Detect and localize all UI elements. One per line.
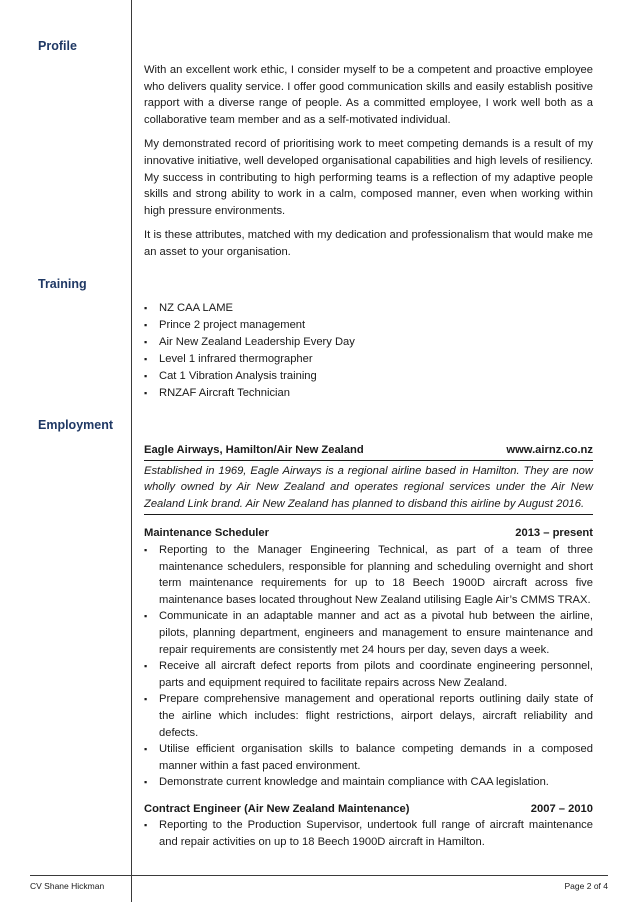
employer-description: Established in 1969, Eagle Airways is a regional airline based in Hamilton. They are now wholly owned by Air New Zealand and operates regional services under the Air New Zealand Link brand. Air New Zealand has planned to disband this airline by August 2016. — [144, 463, 593, 516]
employment-heading: Employment — [38, 418, 114, 432]
training-heading: Training — [38, 277, 87, 291]
job-duty: ▪ Demonstrate current knowledge and maintain compliance with CAA legislation. — [144, 774, 593, 791]
job-duties-list — [144, 542, 593, 791]
footer-name: CV Shane Hickman — [30, 881, 105, 891]
profile-paragraph: With an excellent work ethic, I consider myself to be a competent and proactive employee who delivers quality service. I offer good communication skills and easily establish positive rapport with a diverse range of people. As a committed employee, I work well both as a collaborative team member and as a self-motivated individual. — [144, 64, 593, 126]
training-list — [144, 300, 593, 402]
training-item: ▪ NZ CAA LAME — [144, 300, 593, 317]
job-duty: ▪ Receive all aircraft defect reports from pilots and coordinate engineering personnel, parts and equipment required to facilitate repairs across New Zealand. — [144, 658, 593, 691]
job-title: Contract Engineer (Air New Zealand Maintenance) — [144, 802, 410, 815]
job-duty: ▪ Communicate in an adaptable manner and act as a pivotal hub between the airline, pilots, planning department, engineers and management to ensure maintenance and repair requirements are consistently met 24 hours per day, seven days a week. — [144, 608, 593, 658]
training-item: ▪ RNZAF Aircraft Technician — [144, 385, 593, 402]
training-item: ▪ Level 1 infrared thermographer — [144, 351, 593, 368]
profile-paragraph: My demonstrated record of prioritising work to meet competing demands is a result of my innovative initiative, well developed organisational capabilities and high levels of resiliency. My success in contributing to high performing teams is a reflection of my adaptive people skills and strong ability to work in a calm, composed manner, even when working within high pressure environments. — [144, 138, 593, 217]
job-dates: 2013 – present — [515, 527, 593, 540]
employment-section — [144, 442, 593, 851]
job-title: Maintenance Scheduler — [144, 527, 269, 540]
employer-name: Eagle Airways, Hamilton/Air New Zealand — [144, 444, 364, 456]
training-section — [144, 300, 593, 403]
profile-heading: Profile — [38, 39, 77, 53]
employer-website: www.airnz.co.nz — [506, 444, 593, 456]
job-duty: ▪ Utilise efficient organisation skills to balance competing demands in a composed manner within a fast paced environment. — [144, 741, 593, 774]
training-item: ▪ Air New Zealand Leadership Every Day — [144, 334, 593, 351]
job-dates: 2007 – 2010 — [530, 802, 593, 815]
profile-section — [144, 62, 593, 269]
training-item: ▪ Prince 2 project management — [144, 317, 593, 334]
job-duties-list — [144, 817, 593, 850]
training-item: ▪ Cat 1 Vibration Analysis training — [144, 368, 593, 385]
job-header — [144, 801, 593, 818]
employer-row — [144, 442, 593, 461]
job-header — [144, 525, 593, 542]
job-duty: ▪ Prepare comprehensive management and operational reports outlining daily state of the airline which includes: flight restrictions, airport delays, aircraft reliability and defects. — [144, 691, 593, 741]
vertical-divider — [131, 0, 132, 902]
page-number: Page 2 of 4 — [564, 881, 608, 891]
page-footer — [30, 875, 608, 891]
job-duty: ▪ Reporting to the Manager Engineering Technical, as part of a team of three maintenance schedulers, responsible for planning and scheduling overnight and short term maintenance requirements for up to 18 Beech 1900D aircraft across five maintenance bases located throughout New Zealand utilising Eagle Air’s CMMS TRAX. — [144, 542, 593, 608]
profile-paragraph: It is these attributes, matched with my dedication and professionalism that would make me an asset to your organisation. — [144, 229, 593, 258]
job-duty: ▪ Reporting to the Production Supervisor, undertook full range of aircraft maintenance and repair activities on up to 18 Beech 1900D aircraft in Hamilton. — [144, 817, 593, 850]
